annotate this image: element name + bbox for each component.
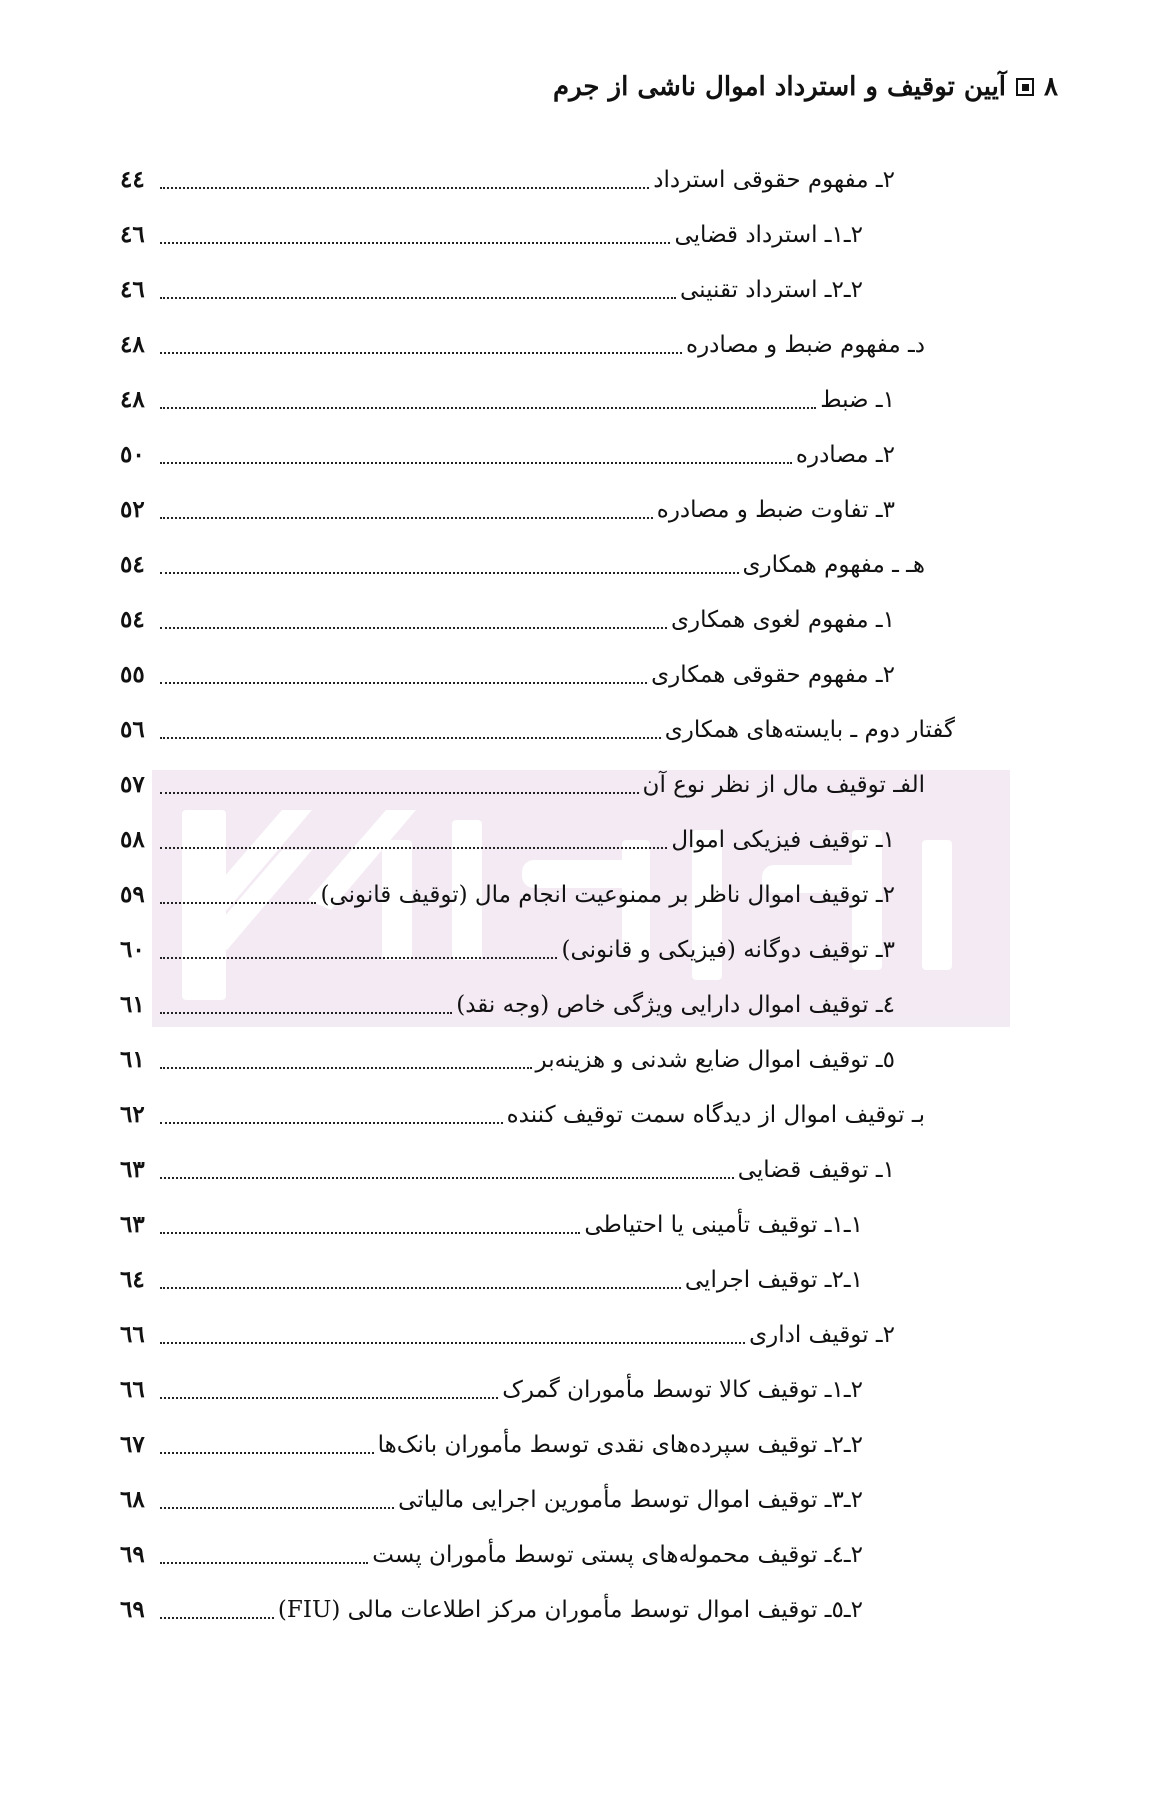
- dot-leader: [160, 556, 739, 574]
- toc-entry[interactable]: [120, 1087, 925, 1142]
- dot-leader: [160, 336, 682, 354]
- toc-entry-title: ۲ـ توقیف اموال ناظر بر ممنوعیت انجام مال (توقیف قانونی): [320, 881, 895, 908]
- dot-leader: [160, 1601, 274, 1619]
- book-title: آیین توقیف و استرداد اموال ناشی از جرم: [552, 72, 1007, 102]
- toc-entry-title: ۱ـ ضبط: [820, 386, 895, 413]
- toc-entry[interactable]: [120, 1252, 925, 1307]
- toc-entry[interactable]: [120, 1197, 925, 1252]
- toc-entry[interactable]: [120, 1472, 925, 1527]
- toc-entry-title: ۲ـ۲ـ توقیف سپرده‌های نقدی توسط مأموران بانک‌ها: [377, 1431, 863, 1458]
- toc-entry[interactable]: [120, 1417, 925, 1472]
- dot-leader: [160, 1271, 681, 1289]
- dot-leader: [160, 281, 676, 299]
- toc-entry-title: ۱ـ مفهوم لغوی همکاری: [671, 606, 895, 633]
- toc-entry-title: ۱ـ۱ـ توقیف تأمینی یا احتیاطی: [584, 1211, 863, 1238]
- toc-entry-title: ۳ـ تفاوت ضبط و مصادره: [656, 496, 895, 523]
- dot-leader: [160, 1491, 394, 1509]
- toc-entry[interactable]: [120, 1527, 925, 1582]
- toc-entry-title: بـ توقیف اموال از دیدگاه سمت توقیف کننده: [506, 1101, 925, 1128]
- toc-entry-page: ٦١: [120, 991, 145, 1018]
- toc-entry[interactable]: [120, 1032, 925, 1087]
- toc-entry-title: دـ مفهوم ضبط و مصادره: [686, 331, 925, 358]
- toc-entry-page: ٥٢: [120, 496, 145, 523]
- toc-entry-page: ٥٨: [120, 826, 145, 853]
- dot-leader: [160, 1161, 734, 1179]
- page-header: [553, 72, 1058, 102]
- toc-entry-page: ٥٩: [120, 881, 145, 908]
- toc-entry-page: ٦٣: [120, 1156, 145, 1183]
- toc-entry-page: ٥٤: [120, 551, 145, 578]
- toc-entry[interactable]: [120, 757, 925, 812]
- toc-entry-page: ٤٤: [120, 166, 145, 193]
- toc-entry[interactable]: [120, 262, 925, 317]
- dot-leader: [160, 1381, 498, 1399]
- toc-entry[interactable]: [120, 977, 925, 1032]
- toc-entry-page: ٦١: [120, 1046, 145, 1073]
- dot-leader: [160, 666, 647, 684]
- toc-entry[interactable]: [120, 702, 955, 757]
- toc-entry-page: ٦٩: [120, 1541, 145, 1568]
- dot-leader: [160, 721, 661, 739]
- toc-entry-page: ٦٤: [120, 1266, 145, 1293]
- toc-entry[interactable]: [120, 1142, 925, 1197]
- toc-entry-page: ٥٠: [120, 441, 145, 468]
- toc-entry-title: ٥ـ توقیف اموال ضایع شدنی و هزینه‌بر: [535, 1046, 895, 1073]
- toc-entry-title: هـ ـ مفهوم همکاری: [742, 551, 925, 578]
- toc-entry-title: ۱ـ۲ـ توقیف اجرایی: [684, 1266, 863, 1293]
- dot-leader: [160, 1051, 532, 1069]
- toc-entry-title: الفـ توقیف مال از نظر نوع آن: [642, 771, 925, 798]
- toc-entry-title: ۲ـ مفهوم حقوقی همکاری: [651, 661, 895, 688]
- toc-entry-page: ٥٦: [120, 716, 145, 743]
- toc-entry[interactable]: [120, 207, 925, 262]
- toc-entry-page: ٦٢: [120, 1101, 145, 1128]
- toc-entry[interactable]: [120, 867, 925, 922]
- dot-leader: [160, 446, 792, 464]
- toc-entry[interactable]: [120, 317, 925, 372]
- toc-entry-title: ۲ـ۲ـ استرداد تقنینی: [679, 276, 863, 303]
- toc-entry[interactable]: [120, 812, 925, 867]
- toc-entry-title: ۱ـ توقیف قضایی: [737, 1156, 895, 1183]
- page-number: ۸: [1044, 72, 1058, 102]
- square-bullet-icon: [1016, 78, 1034, 96]
- toc-entry[interactable]: [120, 1362, 925, 1417]
- table-of-contents: [120, 152, 955, 1637]
- toc-entry-page: ٦٦: [120, 1321, 145, 1348]
- dot-leader: [160, 1326, 745, 1344]
- toc-entry-page: ٦٧: [120, 1431, 145, 1458]
- toc-entry-title: ۲ـ٤ـ توقیف محموله‌های پستی توسط مأموران پست: [372, 1541, 863, 1568]
- dot-leader: [160, 171, 649, 189]
- dot-leader: [160, 391, 816, 409]
- dot-leader: [160, 1106, 503, 1124]
- toc-entry[interactable]: [120, 922, 925, 977]
- toc-entry[interactable]: [120, 647, 925, 702]
- toc-entry-title: ۲ـ٥ـ توقیف اموال توسط مأموران مرکز اطلاعات مالی (FIU): [277, 1596, 863, 1623]
- toc-entry-title: ۱ـ توقیف فیزیکی اموال: [671, 826, 895, 853]
- toc-entry[interactable]: [120, 372, 925, 427]
- toc-entry-title: ۲ـ توقیف اداری: [749, 1321, 895, 1348]
- toc-entry-page: ٤٦: [120, 221, 145, 248]
- toc-entry-page: ٤٦: [120, 276, 145, 303]
- toc-entry[interactable]: [120, 482, 925, 537]
- toc-entry-page: ٦٠: [120, 936, 145, 963]
- toc-entry-title: ۲ـ مفهوم حقوقی استرداد: [653, 166, 895, 193]
- toc-entry-page: ٥٤: [120, 606, 145, 633]
- toc-entry[interactable]: [120, 427, 925, 482]
- toc-entry-title: ۲ـ۱ـ توقیف کالا توسط مأموران گمرک: [502, 1376, 863, 1403]
- toc-entry-page: ٤٨: [120, 331, 145, 358]
- dot-leader: [160, 501, 653, 519]
- toc-entry[interactable]: [120, 152, 925, 207]
- dot-leader: [160, 996, 452, 1014]
- dot-leader: [160, 776, 639, 794]
- toc-entry-title: ٤ـ توقیف اموال دارایی ویژگی خاص (وجه نقد): [456, 991, 895, 1018]
- toc-entry-page: ٦٦: [120, 1376, 145, 1403]
- dot-leader: [160, 611, 667, 629]
- toc-entry[interactable]: [120, 592, 925, 647]
- toc-entry[interactable]: [120, 1307, 925, 1362]
- dot-leader: [160, 1216, 580, 1234]
- toc-entry[interactable]: [120, 537, 925, 592]
- toc-entry-title: ۲ـ۱ـ استرداد قضایی: [674, 221, 863, 248]
- dot-leader: [160, 886, 316, 904]
- toc-entry-title: گفتار دوم ـ بایسته‌های همکاری: [664, 716, 955, 743]
- toc-entry-page: ٦٨: [120, 1486, 145, 1513]
- dot-leader: [160, 226, 670, 244]
- dot-leader: [160, 1436, 374, 1454]
- toc-entry-page: ٤٨: [120, 386, 145, 413]
- toc-entry-title: ۲ـ مصادره: [795, 441, 895, 468]
- toc-entry-page: ٦٣: [120, 1211, 145, 1238]
- toc-entry[interactable]: [120, 1582, 925, 1637]
- dot-leader: [160, 831, 667, 849]
- toc-entry-page: ٦٩: [120, 1596, 145, 1623]
- toc-entry-page: ٥٥: [120, 661, 145, 688]
- dot-leader: [160, 1546, 368, 1564]
- toc-entry-page: ٥٧: [120, 771, 145, 798]
- toc-entry-title: ۳ـ توقیف دوگانه (فیزیکی و قانونی): [561, 936, 895, 963]
- dot-leader: [160, 941, 557, 959]
- toc-entry-title: ۲ـ۳ـ توقیف اموال توسط مأمورین اجرایی مالیاتی: [398, 1486, 863, 1513]
